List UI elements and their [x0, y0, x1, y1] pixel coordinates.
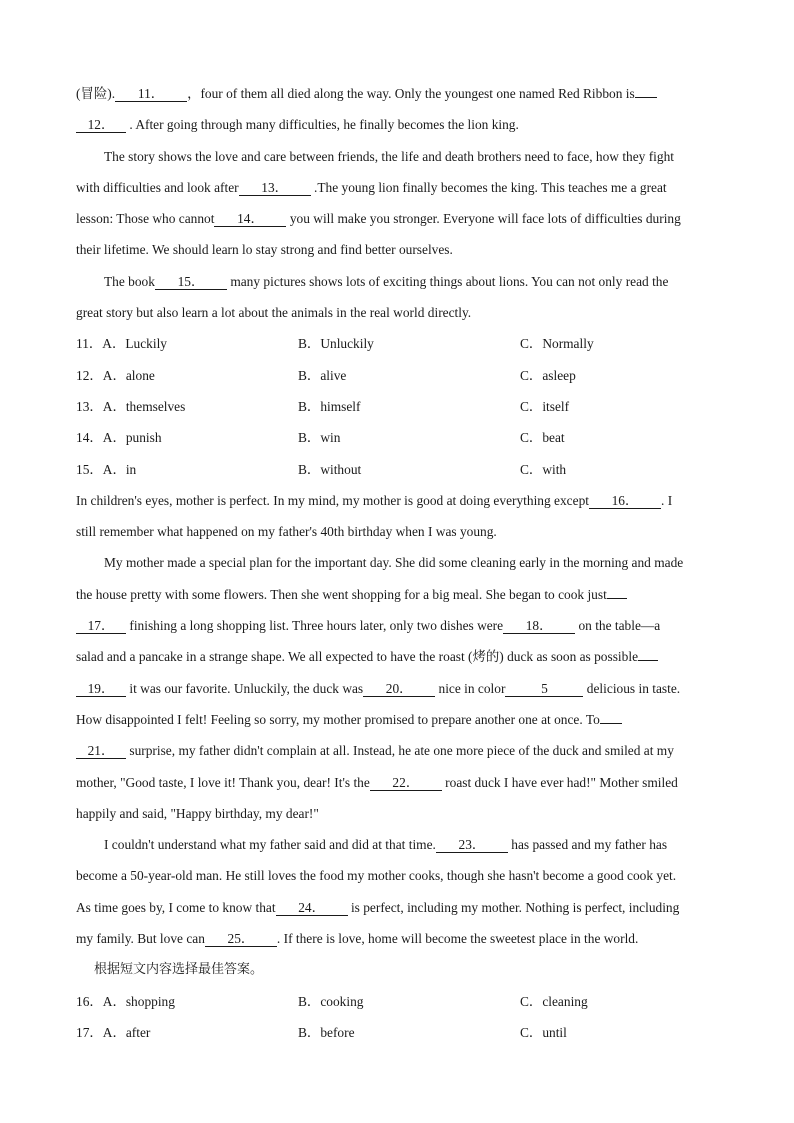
text: .The young lion finally becomes the king. This teaches me a great: [314, 179, 667, 195]
passage2-line3: My mother made a special plan for the important day. She did some cleaning early in the morning and made: [104, 555, 684, 571]
blank-15[interactable]: 15．: [155, 275, 227, 290]
passage1-line4: [76, 172, 738, 203]
passage1-line8: great story but also learn a lot about the animals in the real world directly.: [76, 305, 472, 321]
passage2-line13: become a 50-year-old man. He still loves the food my mother cooks, though she hasn't become a good cook yet.: [76, 868, 677, 884]
option-a[interactable]: A．punish: [102, 430, 162, 446]
option-a[interactable]: A．alone: [102, 367, 155, 383]
passage2-line10: [76, 767, 738, 798]
passage1-line5: [76, 203, 738, 234]
passage1-line1: [76, 78, 738, 109]
option-a[interactable]: A．after: [102, 1024, 151, 1040]
question-15: [76, 454, 738, 485]
passage2-line15: [76, 923, 738, 954]
option-c[interactable]: C．itself: [520, 398, 570, 414]
passage1-line7: [76, 266, 738, 297]
blank-tail[interactable]: [638, 660, 658, 661]
option-b[interactable]: B．alive: [298, 367, 347, 383]
text: The book: [104, 273, 155, 289]
passage2-line9: [76, 735, 738, 766]
text: my family. But love can: [76, 931, 205, 947]
question-number: 15．: [76, 461, 103, 477]
blank-tail[interactable]: [635, 97, 657, 98]
passage2-line2: still remember what happened on my father's 40th birthday when I was young.: [76, 524, 497, 540]
text: nice in color: [438, 680, 506, 696]
question-13: [76, 391, 738, 422]
question-number: 16．: [76, 993, 103, 1009]
text: it was our favorite. Unluckily, the duck was: [129, 680, 364, 696]
text: How disappointed I felt! Feeling so sorry, my mother promised to prepare another one at once. To: [76, 711, 600, 727]
passage1-line6: their lifetime. We should learn lo stay strong and find better ourselves.: [76, 242, 453, 258]
question-number: 12．: [76, 367, 103, 383]
option-b[interactable]: B．without: [298, 461, 362, 477]
question-17: [76, 1017, 738, 1048]
text: . I: [661, 492, 673, 508]
text: lesson: Those who cannot: [76, 211, 215, 227]
text: I couldn't understand what my father said and did at that time.: [104, 837, 436, 853]
passage2-line4: [76, 579, 738, 610]
question-number: 13．: [76, 398, 103, 414]
passage2-line11: happily and said, "Happy birthday, my dear!": [76, 805, 319, 821]
option-a[interactable]: A．in: [102, 461, 137, 477]
blank-12[interactable]: 12．: [76, 118, 126, 133]
option-b[interactable]: B．cooking: [298, 993, 364, 1009]
passage1-line2: [76, 109, 738, 140]
text: the house pretty with some flowers. Then she went shopping for a big meal. She began to cook just: [76, 586, 607, 602]
passage2-line1: [76, 485, 738, 516]
text: is perfect, including my mother. Nothing is perfect, including: [350, 899, 680, 915]
option-c[interactable]: C．cleaning: [520, 993, 588, 1009]
option-b[interactable]: B．win: [298, 430, 341, 446]
passage1-line3: The story shows the love and care between friends, the life and death brothers need to face, how they fight: [104, 148, 675, 164]
blank-18[interactable]: 18．: [503, 619, 575, 634]
option-c[interactable]: C．until: [520, 1024, 567, 1040]
text: salad and a pancake in a strange shape. We all expected to have the roast (烤的) duck as soon as possible: [76, 649, 639, 665]
blank-19[interactable]: 19．: [76, 682, 126, 697]
passage2-line12: [76, 829, 738, 860]
text: In children's eyes, mother is perfect. In my mind, my mother is good at doing everything except: [76, 492, 589, 508]
text: with difficulties and look after: [76, 179, 239, 195]
option-c[interactable]: C．with: [520, 461, 567, 477]
text: has passed and my father has: [511, 837, 668, 853]
blank-22[interactable]: 22．: [370, 776, 442, 791]
text: you will make you stronger. Everyone will face lots of difficulties during: [289, 211, 681, 227]
question-number: 14．: [76, 430, 103, 446]
blank-21[interactable]: 21．: [76, 744, 126, 759]
text: mother, "Good taste, I love it! Thank you, dear! It's the: [76, 774, 370, 790]
text: As time goes by, I come to know that: [76, 899, 276, 915]
option-a[interactable]: A．Luckily: [102, 336, 168, 352]
instruction-text: 根据短文内容选择最佳答案。: [94, 962, 264, 978]
option-c[interactable]: C．asleep: [520, 367, 576, 383]
blank-24[interactable]: 24．: [276, 901, 348, 916]
passage2-line6: [76, 641, 738, 672]
text: . After going through many difficulties, he finally becomes the lion king.: [129, 117, 519, 133]
text: finishing a long shopping list. Three hours later, only two dishes were: [129, 618, 504, 634]
passage2-line5: [76, 610, 738, 641]
blank-25[interactable]: 25．: [205, 932, 277, 947]
option-c[interactable]: C．Normally: [520, 336, 594, 352]
blank-23[interactable]: 23．: [436, 838, 508, 853]
question-12: [76, 360, 738, 391]
text: surprise, my father didn't complain at all. Instead, he ate one more piece of the duck and smiled at my: [129, 743, 674, 759]
blank-14[interactable]: 14．: [214, 212, 286, 227]
text: roast duck I have ever had!" Mother smiled: [445, 774, 678, 790]
option-c[interactable]: C．beat: [520, 430, 565, 446]
passage2-line14: [76, 892, 738, 923]
blank-13[interactable]: 13．: [239, 181, 311, 196]
text: many pictures shows lots of exciting things about lions. You can not only read the: [230, 273, 669, 289]
question-14: [76, 422, 738, 453]
option-a[interactable]: A．shopping: [102, 993, 175, 1009]
option-a[interactable]: A．themselves: [102, 398, 186, 414]
text: (冒险).: [76, 86, 116, 101]
blank-tail[interactable]: [600, 723, 622, 724]
blank-tail[interactable]: [607, 598, 627, 599]
text: . If there is love, home will become the sweetest place in the world.: [276, 931, 639, 947]
text: ，four of them all died along the way. Only the youngest one named Red Ribbon is: [187, 86, 635, 101]
document-page: [76, 78, 738, 1048]
passage2-line7: [76, 673, 738, 704]
blank-11[interactable]: 11．: [115, 87, 187, 102]
option-b[interactable]: B．himself: [298, 398, 361, 414]
passage2-line8: [76, 704, 738, 735]
option-b[interactable]: B．before: [298, 1024, 355, 1040]
text: delicious in taste.: [586, 680, 681, 696]
question-number: 11．: [76, 336, 103, 352]
option-b[interactable]: B．Unluckily: [298, 336, 374, 352]
blank-17[interactable]: 17．: [76, 619, 126, 634]
question-11: [76, 328, 738, 359]
blank-16[interactable]: 16．: [589, 494, 661, 509]
blank-20[interactable]: 20．: [363, 682, 435, 697]
question-number: 17．: [76, 1024, 103, 1040]
text: on the table—a: [578, 618, 661, 634]
question-16: [76, 986, 738, 1017]
blank-5[interactable]: 5: [505, 682, 583, 697]
